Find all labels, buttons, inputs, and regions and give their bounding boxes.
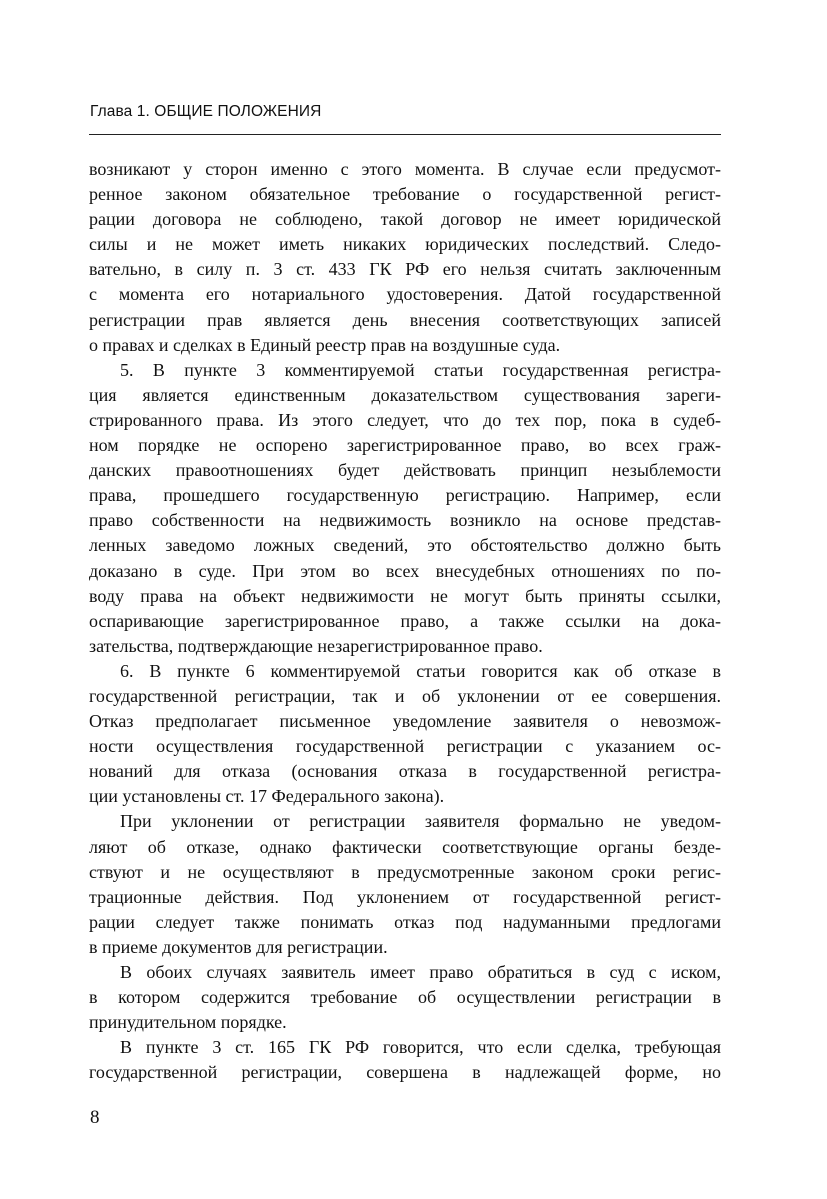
text-line: ренное законом обязательное требование о государственной регист- <box>89 184 721 205</box>
text-line: государственной регистрации, так и об уклонении от ее совершения. <box>89 685 721 706</box>
text-line: данских правоотношениях будет действовать принцип незыблемости <box>89 460 721 481</box>
text-line: доказано в суде. При этом во всех внесудебных отношениях по по- <box>89 560 721 581</box>
text-line: нований для отказа (основания отказа в государственной регистра- <box>89 761 721 782</box>
text-line: Отказ предполагает письменное уведомление заявителя о невозмож- <box>89 711 721 732</box>
body-text <box>89 157 721 1085</box>
text-line: силы и не может иметь никаких юридических последствий. Следо- <box>89 234 721 255</box>
text-line: регистрации прав является день внесения соответствующих записей <box>89 309 721 330</box>
text-line: ном порядке не оспорено зарегистрированное право, во всех граж- <box>89 435 721 456</box>
text-line: принудительном порядке. <box>89 1012 287 1033</box>
text-line: о правах и сделках в Единый реестр прав на воздушные суда. <box>89 334 561 355</box>
text-line: с момента его нотариального удостоверения. Датой государственной <box>89 284 721 305</box>
text-line: 6. В пункте 6 комментируемой статьи говорится как об отказе в <box>120 660 721 681</box>
header-rule <box>89 134 721 135</box>
text-line: В обоих случаях заявитель имеет право обратиться в суд с иском, <box>120 962 721 982</box>
text-line: ляют об отказе, однако фактически соответствующие органы безде- <box>89 836 721 857</box>
text-line: В пункте 3 ст. 165 ГК РФ говорится, что если сделка, требующая <box>120 1037 721 1058</box>
text-line: ленных заведомо ложных сведений, это обстоятельство должно быть <box>89 535 721 556</box>
text-line: воду права на объект недвижимости не могут быть приняты ссылки, <box>89 585 721 606</box>
text-line: права, прошедшего государственную регистрацию. Например, если <box>89 485 721 506</box>
text-line: 5. В пункте 3 комментируемой статьи государственная регистра- <box>120 359 721 380</box>
text-line: зательства, подтверждающие незарегистрированное право. <box>89 635 543 656</box>
text-line: рации договора не соблюдено, такой договор не имеет юридической <box>89 209 721 230</box>
text-line: вательно, в силу п. 3 ст. 433 ГК РФ его нельзя считать заключенным <box>89 259 721 280</box>
text-line: рации следует также понимать отказ под надуманными предлогами <box>89 911 721 932</box>
running-head: Глава 1. ОБЩИЕ ПОЛОЖЕНИЯ <box>90 103 322 120</box>
text-line: в котором содержится требование об осуществлении регистрации в <box>89 987 721 1008</box>
text-line: право собственности на недвижимость возникло на основе представ- <box>89 510 721 531</box>
text-line: ствуют и не осуществляют в предусмотренные законом сроки регис- <box>89 861 721 882</box>
page-number: 8 <box>90 1107 100 1128</box>
text-line: ности осуществления государственной регистрации с указанием ос- <box>89 736 721 757</box>
text-line: ция является единственным доказательством существования зареги- <box>89 384 721 405</box>
text-line: ции установлены ст. 17 Федерального закона). <box>89 786 445 807</box>
text-line: в приеме документов для регистрации. <box>89 936 388 957</box>
text-line: оспаривающие зарегистрированное право, а также ссылки на дока- <box>89 610 721 631</box>
text-line: стрированного права. Из этого следует, что до тех пор, пока в судеб- <box>89 409 721 430</box>
text-line: возникают у сторон именно с этого момента. В случае если предусмот- <box>89 159 721 179</box>
text-line: трационные действия. Под уклонением от государственной регист- <box>89 886 721 907</box>
text-line: государственной регистрации, совершена в надлежащей форме, но <box>89 1062 721 1083</box>
text-line: При уклонении от регистрации заявителя формально не уведом- <box>120 811 721 832</box>
